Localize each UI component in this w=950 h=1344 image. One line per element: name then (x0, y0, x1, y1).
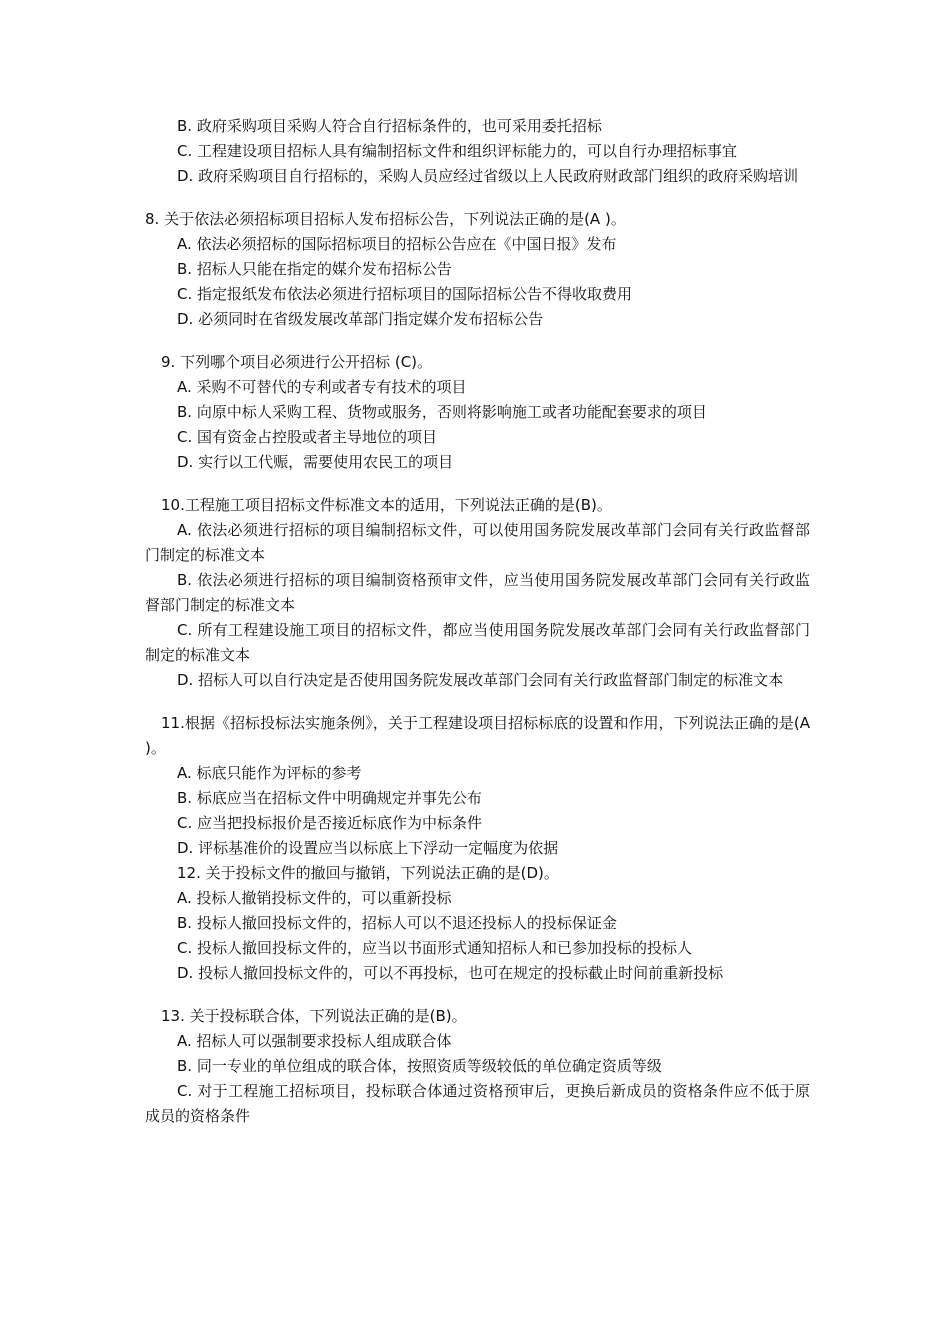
option-d: D. 实行以工代赈，需要使用农民工的项目 (177, 453, 454, 471)
question-stem: 13. 关于投标联合体，下列说法正确的是(B)。 (161, 1007, 467, 1025)
option-c: C. 指定报纸发布依法必须进行招标项目的国际招标公告不得收取费用 (177, 285, 633, 303)
document-body (145, 114, 810, 1129)
option-b: B. 招标人只能在指定的媒介发布招标公告 (177, 260, 452, 278)
question-block-12 (145, 861, 810, 986)
question-stem: 12. 关于投标文件的撤回与撤销，下列说法正确的是(D)。 (177, 864, 559, 882)
option-c: C. 应当把投标报价是否接近标底作为中标条件 (177, 814, 483, 832)
option-a: A. 依法必须进行招标的项目编制招标文件，可以使用国务院发展改革部门会同有关行政监督部门制定的标准文本 (145, 521, 810, 564)
option-b: B. 投标人撤回投标文件的，招标人可以不退还投标人的投标保证金 (177, 914, 617, 932)
option-d: D. 评标基准价的设置应当以标底上下浮动一定幅度为依据 (177, 839, 559, 857)
option-c: C. 国有资金占控股或者主导地位的项目 (177, 428, 438, 446)
option-b: B. 政府采购项目采购人符合自行招标条件的，也可采用委托招标 (177, 117, 602, 135)
option-d: D. 投标人撤回投标文件的，可以不再投标，也可在规定的投标截止时间前重新投标 (177, 964, 724, 982)
option-c: C. 投标人撤回投标文件的，应当以书面形式通知招标人和已参加投标的投标人 (177, 939, 693, 957)
question-block-9 (145, 350, 810, 475)
question-block-prev (145, 114, 810, 189)
option-a: A. 标底只能作为评标的参考 (177, 764, 362, 782)
option-b: B. 依法必须进行招标的项目编制资格预审文件，应当使用国务院发展改革部门会同有关行政监督部门制定的标准文本 (145, 571, 810, 614)
question-stem: 8. 关于依法必须招标项目招标人发布招标公告，下列说法正确的是(A )。 (145, 210, 626, 228)
question-stem: 10.工程施工项目招标文件标准文本的适用，下列说法正确的是(B)。 (161, 496, 612, 514)
option-d: D. 政府采购项目自行招标的，采购人员应经过省级以上人民政府财政部门组织的政府采购培训 (177, 167, 799, 185)
question-stem: 9. 下列哪个项目必须进行公开招标 (C)。 (161, 353, 433, 371)
option-c: C. 工程建设项目招标人具有编制招标文件和组织评标能力的，可以自行办理招标事宜 (177, 142, 738, 160)
option-a: A. 采购不可替代的专利或者专有技术的项目 (177, 378, 467, 396)
question-block-10 (145, 493, 810, 693)
option-b: B. 向原中标人采购工程、货物或服务，否则将影响施工或者功能配套要求的项目 (177, 403, 707, 421)
question-block-13 (145, 1004, 810, 1129)
option-a: A. 依法必须招标的国际招标项目的招标公告应在《中国日报》发布 (177, 235, 617, 253)
option-d: D. 招标人可以自行决定是否使用国务院发展改革部门会同有关行政监督部门制定的标准文本 (177, 671, 784, 689)
option-b: B. 标底应当在招标文件中明确规定并事先公布 (177, 789, 482, 807)
question-block-11 (145, 711, 810, 861)
option-a: A. 招标人可以强制要求投标人组成联合体 (177, 1032, 452, 1050)
option-b: B. 同一专业的单位组成的联合体，按照资质等级较低的单位确定资质等级 (177, 1057, 662, 1075)
question-block-8 (145, 207, 810, 332)
option-c: C. 对于工程施工招标项目，投标联合体通过资格预审后，更换后新成员的资格条件应不低于原成员的资格条件 (145, 1082, 810, 1125)
option-a: A. 投标人撤销投标文件的，可以重新投标 (177, 889, 452, 907)
option-d: D. 必须同时在省级发展改革部门指定媒介发布招标公告 (177, 310, 544, 328)
question-stem: 11.根据《招标投标法实施条例》，关于工程建设项目招标标底的设置和作用，下列说法正确的是(A )。 (145, 714, 810, 757)
option-c: C. 所有工程建设施工项目的招标文件，都应当使用国务院发展改革部门会同有关行政监督部门制定的标准文本 (145, 621, 810, 664)
